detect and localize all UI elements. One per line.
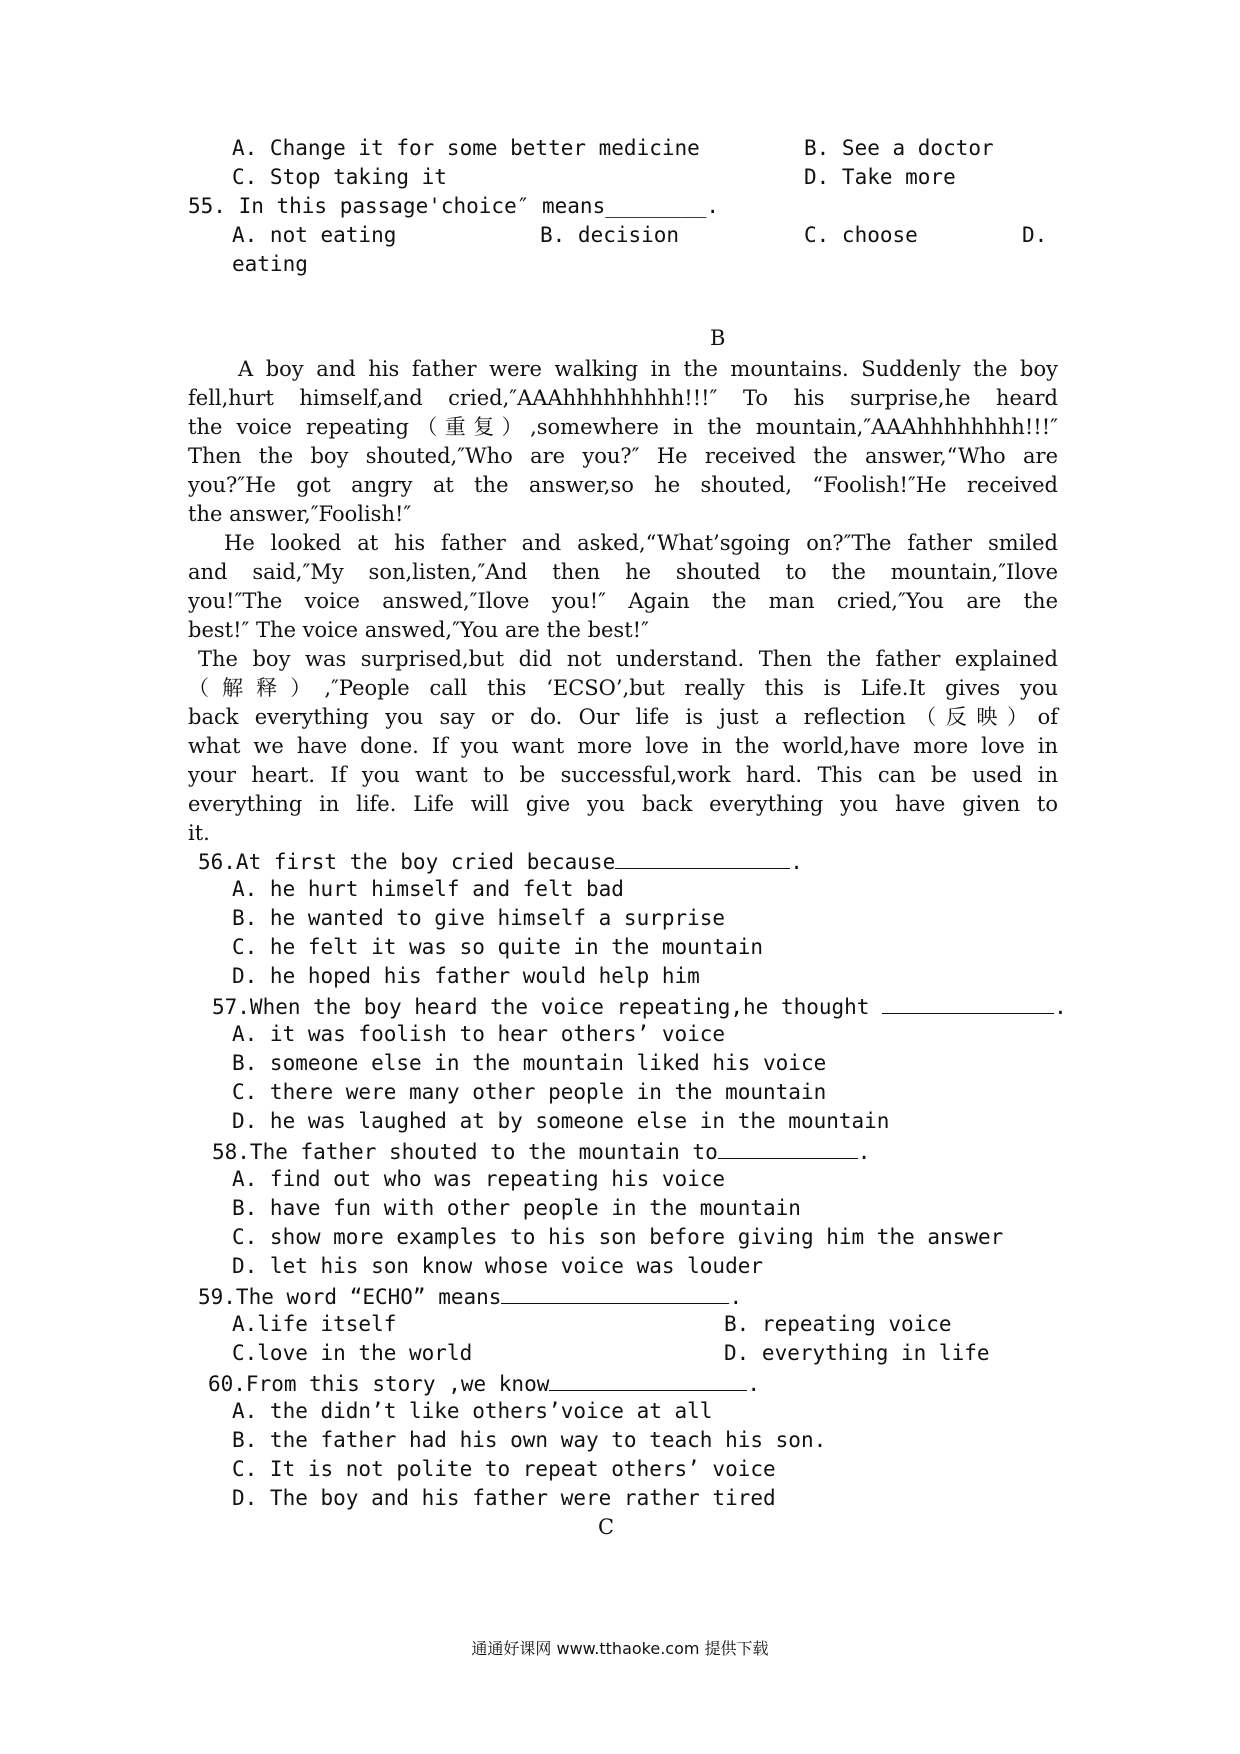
q60-stem-text: 60.From this story ,we know xyxy=(208,1372,550,1396)
passage-line: and said,″My son,listen,″And then he shouted to the mountain,″Ilove xyxy=(188,560,1058,584)
passage-line: everything in life. Life will give you back everything you have given to xyxy=(188,792,1058,816)
q60-option-d: D. The boy and his father were rather tired xyxy=(232,1486,776,1510)
q57-stem-end: . xyxy=(1054,995,1067,1019)
q58-stem-text: 58.The father shouted to the mountain to xyxy=(212,1140,718,1164)
q59-stem-end: . xyxy=(729,1285,743,1309)
q58-option-c: C. show more examples to his son before giving him the answer xyxy=(232,1225,1004,1249)
passage-line: He looked at his father and asked,“What’sgoing on?″The father smiled xyxy=(224,531,1058,555)
q57-option-c: C. there were many other people in the mountain xyxy=(232,1080,827,1104)
q60-answer-blank xyxy=(549,1370,747,1391)
passage-line: you?″He got angry at the answer,so he shouted, “Foolish!″He received xyxy=(188,473,1058,497)
passage-line: best!″ The voice answed,″You are the best!″ xyxy=(188,618,649,642)
q56-option-d: D. he hoped his father would help him xyxy=(232,964,700,988)
q60-stem-end: . xyxy=(747,1372,761,1396)
passage-line: you!″The voice answed,″Ilove you!″ Again the man cried,″You are the xyxy=(188,589,1058,613)
q55-option-b: B. decision xyxy=(540,223,680,247)
q59-option-b: B. repeating voice xyxy=(724,1312,952,1336)
q54-option-c: C. Stop taking it xyxy=(232,165,447,189)
q55-option-c: C. choose xyxy=(804,223,918,247)
q59-stem-text: 59.The word “ECHO” means xyxy=(198,1285,502,1309)
q59-answer-blank xyxy=(501,1283,729,1304)
q56-option-b: B. he wanted to give himself a surprise xyxy=(232,906,726,930)
q58-stem xyxy=(212,1138,870,1164)
q54-option-d: D. Take more xyxy=(804,165,956,189)
passage-line: it. xyxy=(188,821,210,845)
q56-stem-text: 56.At first the boy cried because xyxy=(198,850,616,874)
q55-option-d-cont: eating xyxy=(232,252,308,276)
q54-option-b: B. See a doctor xyxy=(804,136,994,160)
page-footer: 通通好课网 www.tthaoke.com 提供下载 xyxy=(471,1639,769,1658)
q60-option-a: A. the didn’t like others’voice at all xyxy=(232,1399,713,1423)
section-b-label: B xyxy=(710,326,726,350)
q58-option-a: A. find out who was repeating his voice xyxy=(232,1167,726,1191)
q59-option-c: C.love in the world xyxy=(232,1341,473,1365)
q60-stem xyxy=(208,1370,760,1396)
q56-answer-blank xyxy=(615,848,790,869)
q55-stem: 55. In this passage'choice″ means________. xyxy=(188,194,720,218)
q58-option-b: B. have fun with other people in the mountain xyxy=(232,1196,801,1220)
q55-option-a: A. not eating xyxy=(232,223,397,247)
passage-line: the answer,″Foolish!″ xyxy=(188,502,412,526)
passage-line: fell,hurt himself,and cried,″AAAhhhhhhhhh!!!″ To his surprise,he heard xyxy=(188,386,1058,410)
q55-option-d: D. xyxy=(1022,223,1048,247)
q60-option-c: C. It is not polite to repeat others’ voice xyxy=(232,1457,776,1481)
q57-stem xyxy=(212,993,1067,1019)
q57-option-d: D. he was laughed at by someone else in the mountain xyxy=(232,1109,890,1133)
q59-stem xyxy=(198,1283,742,1309)
passage-line: the voice repeating（重复）,somewhere in the mountain,″AAAhhhhhhhh!!!″ xyxy=(188,415,1058,439)
q60-option-b: B. the father had his own way to teach his son. xyxy=(232,1428,827,1452)
q54-option-a: A. Change it for some better medicine xyxy=(232,136,700,160)
passage-line: （解释）,″People call this ‘ECSO’,but really this is Life.It gives you xyxy=(188,676,1058,700)
passage-line: back everything you say or do. Our life is just a reflection（反映）of xyxy=(188,705,1058,729)
section-c-label: C xyxy=(598,1515,615,1539)
q57-option-a: A. it was foolish to hear others’ voice xyxy=(232,1022,726,1046)
passage-line: The boy was surprised,but did not understand. Then the father explained xyxy=(198,647,1058,671)
q57-answer-blank xyxy=(882,993,1054,1014)
q56-option-a: A. he hurt himself and felt bad xyxy=(232,877,624,901)
q56-stem-end: . xyxy=(790,850,803,874)
passage-line: what we have done. If you want more love in the world,have more love in xyxy=(188,734,1058,758)
q58-option-d: D. let his son know whose voice was louder xyxy=(232,1254,764,1278)
q58-answer-blank xyxy=(718,1138,858,1159)
q59-option-d: D. everything in life xyxy=(724,1341,990,1365)
passage-line: Then the boy shouted,″Who are you?″ He received the answer,“Who are xyxy=(188,444,1058,468)
q56-stem xyxy=(198,848,803,874)
passage-line: your heart. If you want to be successful,work hard. This can be used in xyxy=(188,763,1058,787)
q56-option-c: C. he felt it was so quite in the mountain xyxy=(232,935,764,959)
passage-line: A boy and his father were walking in the mountains. Suddenly the boy xyxy=(238,357,1058,381)
q59-option-a: A.life itself xyxy=(232,1312,397,1336)
q58-stem-end: . xyxy=(857,1140,871,1164)
q57-option-b: B. someone else in the mountain liked his voice xyxy=(232,1051,827,1075)
q57-stem-text: 57.When the boy heard the voice repeating,he thought xyxy=(212,995,870,1019)
